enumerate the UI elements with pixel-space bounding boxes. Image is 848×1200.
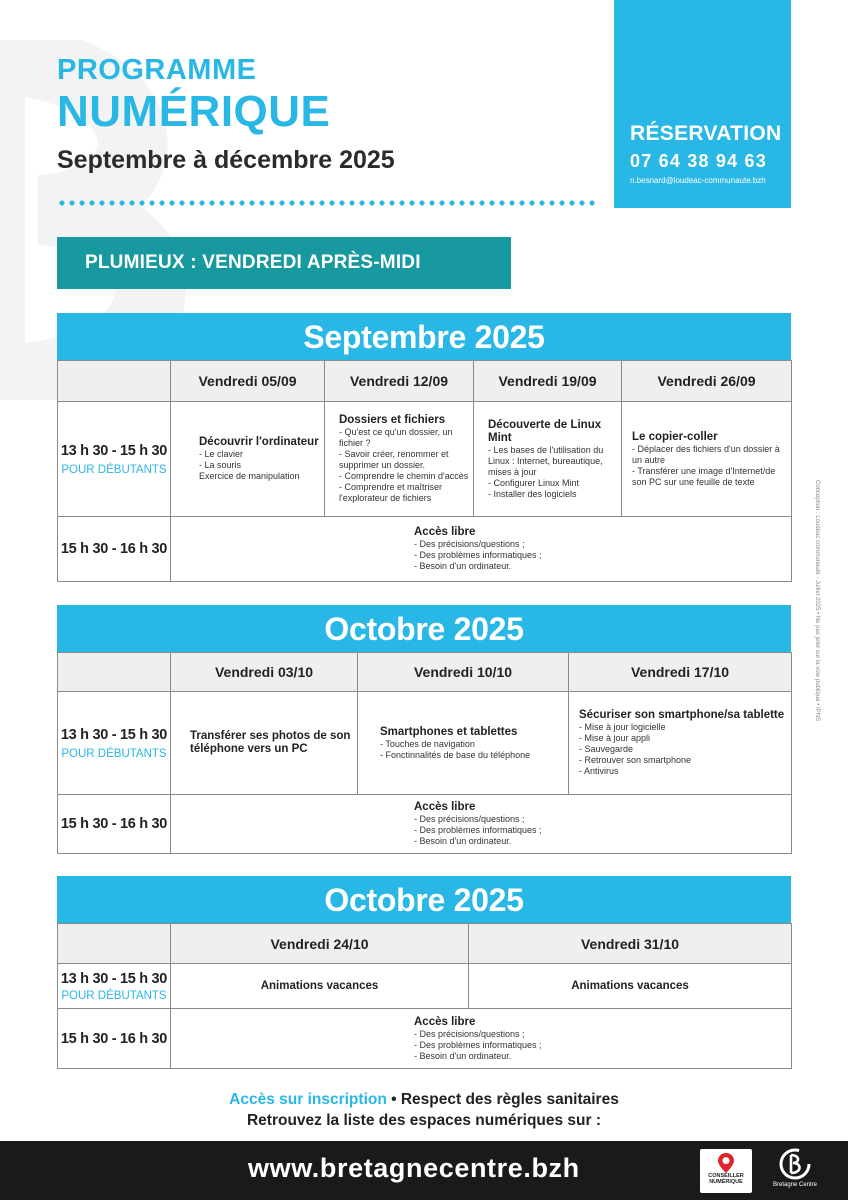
- reservation-title: RÉSERVATION: [630, 122, 782, 145]
- session-detail: - Sauvegarde: [579, 744, 634, 754]
- reservation-box: [614, 0, 791, 208]
- session-cell: [358, 692, 569, 795]
- session-detail: - Touches de navigation: [380, 738, 475, 749]
- footer-line-1: [0, 1089, 848, 1110]
- session-detail: - Qu'est ce qu'un dossier, un fichier ?: [339, 427, 453, 448]
- session-detail: - Mise à jour logicielle: [579, 722, 666, 732]
- day-header: Vendredi 31/10: [469, 924, 792, 964]
- session-cell: Animations vacances: [171, 964, 469, 1009]
- open-access-cell: [171, 517, 792, 582]
- footer-line-2: Retrouvez la liste des espaces numériques sur :: [246, 1112, 602, 1129]
- session-title: Le copier-coller: [632, 430, 718, 443]
- time-slot: [58, 402, 171, 517]
- audience-label: POUR DÉBUTANTS: [61, 747, 167, 760]
- days-header-row: [58, 653, 792, 692]
- day-header: Vendredi 26/09: [622, 361, 792, 402]
- session-detail: - Mise à jour appli: [579, 733, 651, 743]
- footer-registration: Accès sur inscription: [229, 1091, 387, 1108]
- open-access-cell: [171, 1009, 792, 1069]
- open-access-cell: [171, 795, 792, 854]
- slot-row-beginners: [58, 964, 792, 1009]
- day-header: Vendredi 24/10: [171, 924, 469, 964]
- day-header: Vendredi 12/09: [325, 361, 474, 402]
- header-corner: [58, 361, 171, 402]
- time-label: 13 h 30 - 15 h 30: [60, 442, 168, 459]
- month-title: Octobre 2025: [57, 605, 791, 652]
- session-title: Transférer ses photos de son téléphone vers un PC: [190, 730, 351, 755]
- audience-label: POUR DÉBUTANTS: [61, 463, 167, 476]
- open-access-detail: - Des problèmes informatiques ;: [414, 1039, 542, 1050]
- month-block-october-2: [57, 876, 791, 1069]
- side-credit-text: Conception : Loudéac communauté - Juillet 2025 • Ne pas jeter sur la voie publique • IPNS: [814, 480, 820, 722]
- month-title: Septembre 2025: [57, 313, 791, 360]
- month-block-september: [57, 313, 791, 582]
- session-title: Sécuriser son smartphone/sa tablette: [579, 709, 785, 721]
- location-banner: PLUMIEUX : VENDREDI APRÈS-MIDI: [57, 237, 511, 289]
- slot-row-open-access: [58, 517, 792, 582]
- open-access-detail: - Besoin d'un ordinateur.: [414, 1050, 512, 1061]
- schedule-table: [57, 923, 792, 1069]
- session-title: Smartphones et tablettes: [380, 725, 518, 738]
- session-detail: - Comprendre le chemin d'accès: [339, 471, 469, 481]
- day-header: Vendredi 05/09: [171, 361, 325, 402]
- dotted-divider: [57, 199, 597, 207]
- days-header-row: [58, 924, 792, 964]
- session-detail: - Installer des logiciels: [488, 488, 577, 499]
- open-access-detail: - Des précisions/questions ;: [414, 814, 525, 824]
- audience-label: POUR DÉBUTANTS: [61, 989, 167, 1002]
- session-title: Dossiers et fichiers: [339, 414, 446, 426]
- session-detail: - Comprendre et maîtriser l'explorateur de fichiers: [339, 482, 443, 503]
- conseiller-numerique-logo: [700, 1149, 752, 1193]
- session-detail: - Fonctinnalités de base du téléphone: [380, 749, 531, 760]
- logo-caption: CONSEILLER NUMÉRIQUE: [708, 1173, 744, 1185]
- session-cell: [622, 402, 792, 517]
- month-block-october-1: [57, 605, 791, 854]
- session-cell: [171, 402, 325, 517]
- bretagne-centre-logo: [770, 1147, 820, 1195]
- open-access-detail: - Des problèmes informatiques ;: [414, 825, 542, 835]
- slot-row-beginners: [58, 692, 792, 795]
- days-header-row: [58, 361, 792, 402]
- session-detail: - Le clavier: [199, 449, 244, 459]
- logo-caption: Bretagne Centre: [772, 1182, 818, 1188]
- session-detail: - Déplacer des fichiers d'un dossier à un autre: [632, 443, 780, 465]
- title-line-2: NUMÉRIQUE: [57, 87, 331, 136]
- bottom-bar: [0, 1141, 848, 1200]
- time-slot: [58, 964, 171, 1009]
- session-title: Découverte de Linux Mint: [488, 418, 602, 444]
- month-title: Octobre 2025: [57, 876, 791, 923]
- website-link[interactable]: www.bretagnecentre.bzh: [248, 1153, 580, 1183]
- footer-rules: • Respect des règles sanitaires: [386, 1091, 619, 1108]
- header-corner: [58, 653, 171, 692]
- time-slot: 15 h 30 - 16 h 30: [58, 795, 171, 854]
- session-detail: - Configurer Linux Mint: [488, 477, 580, 488]
- page-subtitle: Septembre à décembre 2025: [57, 146, 395, 174]
- time-label: 13 h 30 - 15 h 30: [60, 726, 168, 743]
- footer-notice: [0, 1089, 848, 1131]
- session-cell: [474, 402, 622, 517]
- open-access-detail: - Besoin d'un ordinateur.: [414, 561, 512, 571]
- session-detail: - Les bases de l'utilisation du Linux : Internet, bureautique, mises à jour: [488, 444, 604, 477]
- title-line-1: PROGRAMME: [57, 54, 257, 86]
- map-pin-icon: [718, 1153, 734, 1173]
- bretagne-centre-emblem-icon: [778, 1147, 812, 1181]
- day-header: Vendredi 10/10: [358, 653, 569, 692]
- slot-row-open-access: [58, 1009, 792, 1069]
- session-cell: [569, 692, 792, 795]
- time-slot: [58, 692, 171, 795]
- open-access-detail: - Besoin d'un ordinateur.: [414, 836, 512, 846]
- reservation-phone[interactable]: 07 64 38 94 63: [630, 151, 767, 171]
- page-header: [57, 52, 395, 178]
- open-access-title: Accès libre: [414, 801, 476, 813]
- day-header: Vendredi 19/09: [474, 361, 622, 402]
- session-cell: Animations vacances: [469, 964, 792, 1009]
- open-access-title: Accès libre: [414, 1015, 476, 1028]
- session-detail: - Transférer une image d'Internet/de son PC sur une feuille de texte: [632, 465, 776, 487]
- session-cell: [171, 692, 358, 795]
- session-detail: - La souris: [199, 460, 242, 470]
- session-detail: - Retrouver son smartphone: [579, 755, 692, 765]
- header-corner: [58, 924, 171, 964]
- open-access-detail: - Des précisions/questions ;: [414, 1028, 525, 1039]
- session-title: Découvrir l'ordinateur: [199, 436, 319, 448]
- slot-row-open-access: [58, 795, 792, 854]
- time-slot: 15 h 30 - 16 h 30: [58, 517, 171, 582]
- schedule-table: [57, 360, 792, 582]
- time-slot: 15 h 30 - 16 h 30: [58, 1009, 171, 1069]
- session-detail: Exercice de manipulation: [199, 471, 300, 481]
- day-header: Vendredi 03/10: [171, 653, 358, 692]
- session-cell: [325, 402, 474, 517]
- open-access-detail: - Des problèmes informatiques ;: [414, 550, 542, 560]
- slot-row-beginners: [58, 402, 792, 517]
- session-detail: - Savoir créer, renommer et supprimer un dossier.: [339, 449, 449, 470]
- session-detail: - Antivirus: [579, 766, 619, 776]
- schedule-table: [57, 652, 792, 854]
- side-credit: [814, 480, 826, 740]
- open-access-title: Accès libre: [414, 526, 476, 538]
- open-access-detail: - Des précisions/questions ;: [414, 539, 525, 549]
- day-header: Vendredi 17/10: [569, 653, 792, 692]
- reservation-email[interactable]: n.besnard@loudeac-communaute.bzh: [630, 176, 766, 185]
- time-label: 13 h 30 - 15 h 30: [60, 970, 168, 987]
